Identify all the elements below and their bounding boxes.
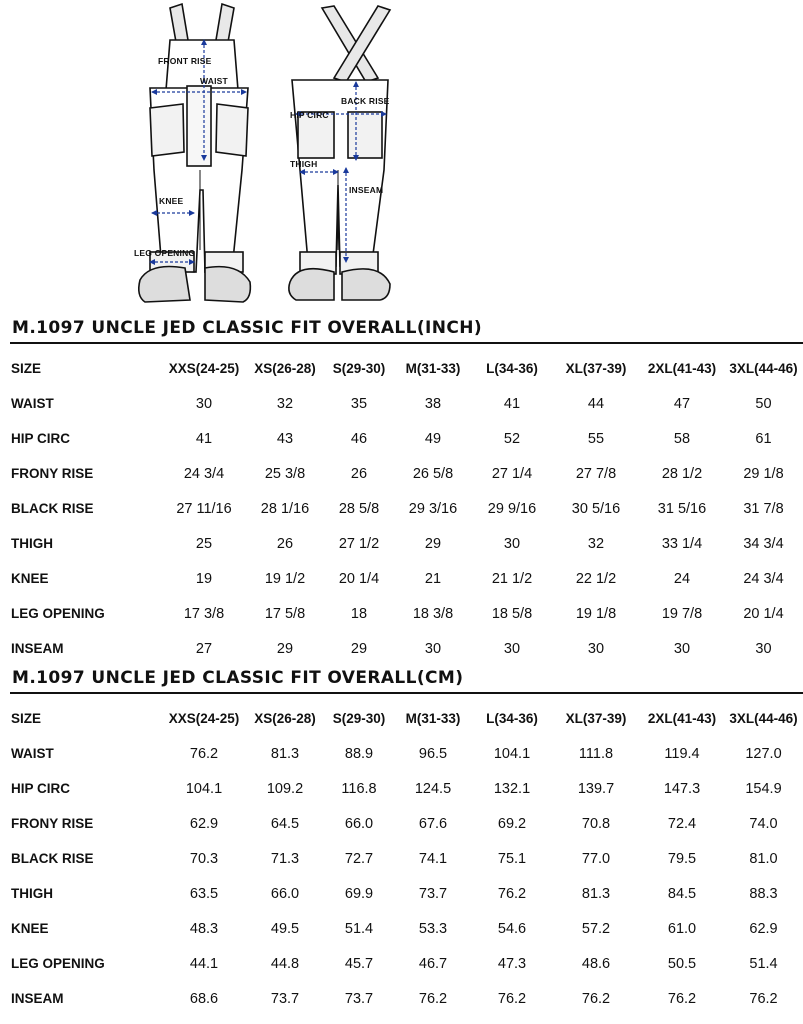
measurement-value: 119.4 [664,745,700,762]
measurement-value: 29 [350,640,368,657]
size-column-header: M(31-33) [405,711,461,726]
measurement-label: INSEAM [11,991,64,1006]
measurement-value: 68.6 [189,990,219,1007]
cm-chart-title: M.1097 UNCLE JED CLASSIC FIT OVERALL(CM) [12,668,464,688]
measurement-value: 28 1/16 [260,500,310,517]
measurement-label: INSEAM [11,641,64,656]
table-row [0,596,803,631]
measurement-value: 24 3/4 [183,465,225,482]
measurement-label: LEG OPENING [11,956,105,971]
measurement-value: 74.1 [418,850,448,867]
measurement-value: 57.2 [581,920,611,937]
measurement-value: 76.2 [581,990,611,1007]
measurement-value: 127.0 [745,745,782,762]
size-column-header: L(34-36) [486,361,538,376]
measurement-value: 44 [587,395,605,412]
measurement-value: 30 [503,535,521,552]
measurement-value: 76.2 [749,990,778,1007]
measurement-value: 44.1 [189,955,219,972]
measurement-value: 31 7/8 [743,500,784,517]
measurement-value: 69.9 [344,885,374,902]
measurement-value: 19 1/2 [264,570,306,587]
label-inseam: INSEAM [349,185,384,195]
measurement-value: 28 5/8 [338,500,380,517]
measurement-value: 61.0 [667,920,697,937]
measurement-value: 41 [503,395,521,412]
measurement-value: 29 3/16 [408,500,458,517]
measurement-value: 31 5/16 [657,500,707,517]
table-row [0,946,803,981]
measurement-value: 67.6 [418,815,448,832]
measurement-value: 32 [587,535,605,552]
size-header-label: SIZE [11,711,42,726]
measurement-value: 70.8 [581,815,611,832]
table-row [0,491,803,526]
measurement-value: 81.3 [581,885,611,902]
measurement-value: 84.5 [667,885,697,902]
cm-size-table [0,701,803,1016]
label-hip-circ: HIP CIRC [290,110,329,120]
measurement-label: BLACK RISE [11,851,94,866]
measurement-value: 55 [587,430,605,447]
measurement-value: 81.3 [270,745,300,762]
measurement-value: 17 3/8 [183,605,225,622]
measurement-value: 47 [673,395,691,412]
measurement-value: 29 [424,535,442,552]
measurement-value: 66.0 [344,815,374,832]
size-column-header: XS(26-28) [254,711,316,726]
measurement-value: 53.3 [418,920,448,937]
measurement-value: 27 1/2 [338,535,380,552]
measurement-value: 73.7 [344,990,374,1007]
table-row [0,456,803,491]
measurement-value: 26 [350,465,368,482]
measurement-value: 43 [276,430,294,447]
size-header-row [0,701,803,736]
measurement-value: 19 7/8 [661,605,703,622]
measurement-value: 30 [673,640,691,657]
measurement-value: 46.7 [418,955,448,972]
size-header-row [0,351,803,386]
measurement-value: 18 5/8 [491,605,533,622]
measurement-value: 147.3 [663,780,701,797]
measurement-value: 20 1/4 [338,570,380,587]
label-thigh: THIGH [290,159,318,169]
measurement-value: 30 5/16 [571,500,621,517]
label-front-rise: FRONT RISE [158,56,212,66]
measurement-value: 49.5 [270,920,300,937]
measurement-value: 50 [755,395,772,412]
measurement-value: 71.3 [270,850,300,867]
measurement-value: 47.3 [497,955,527,972]
measurement-value: 49 [424,430,442,447]
measurement-value: 21 [424,570,442,587]
table-row [0,526,803,561]
measurement-value: 30 [755,640,772,657]
measurement-label: KNEE [11,571,49,586]
label-waist: WAIST [200,76,228,86]
size-header-label: SIZE [11,361,42,376]
table-row [0,736,803,771]
measurement-value: 76.2 [497,990,527,1007]
measurement-label: BLACK RISE [11,501,94,516]
measurement-value: 18 [350,605,368,622]
title-divider [10,342,803,344]
measurement-value: 46 [350,430,368,447]
measurement-value: 44.8 [270,955,300,972]
measurement-value: 104.1 [493,745,531,762]
size-column-header: S(29-30) [332,711,386,726]
inch-chart-title: M.1097 UNCLE JED CLASSIC FIT OVERALL(INCH) [12,318,483,338]
measurement-value: 52 [503,430,521,447]
overall-diagram [0,0,803,312]
table-row [0,421,803,456]
measurement-label: HIP CIRC [11,781,71,796]
measurement-value: 62.9 [749,920,778,937]
measurement-value: 61 [755,430,772,447]
measurement-value: 35 [350,395,368,412]
measurement-label: LEG OPENING [11,606,105,621]
label-leg-opening: LEG OPENING [134,248,196,258]
measurement-value: 27 7/8 [575,465,617,482]
size-column-header: XXS(24-25) [168,361,240,376]
table-row [0,561,803,596]
back-view [289,6,390,300]
measurement-value: 96.5 [418,745,448,762]
measurement-value: 34 3/4 [743,535,784,552]
measurement-value: 132.1 [493,780,531,797]
measurement-value: 51.4 [749,955,778,972]
measurement-value: 25 3/8 [264,465,306,482]
measurement-value: 29 [276,640,294,657]
size-column-header: XXS(24-25) [168,711,240,726]
measurement-value: 27 11/16 [176,500,232,517]
measurement-value: 79.5 [667,850,697,867]
measurement-value: 33 1/4 [661,535,703,552]
size-column-header: M(31-33) [405,361,461,376]
measurement-value: 24 3/4 [743,570,784,587]
measurement-value: 28 1/2 [661,465,703,482]
table-row [0,771,803,806]
size-column-header: 2XL(41-43) [647,711,717,726]
measurement-value: 41 [195,430,213,447]
measurement-value: 25 [195,535,213,552]
measurement-value: 70.3 [189,850,219,867]
measurement-value: 26 [276,535,294,552]
measurement-value: 88.3 [749,885,778,902]
measurement-label: HIP CIRC [11,431,71,446]
title-divider [10,692,803,694]
measurement-value: 48.3 [189,920,219,937]
size-column-header: XL(37-39) [565,361,627,376]
measurement-value: 58 [673,430,691,447]
size-column-header: L(34-36) [486,711,538,726]
measurement-value: 73.7 [270,990,300,1007]
measurement-value: 30 [424,640,442,657]
measurement-value: 18 3/8 [412,605,454,622]
measurement-value: 19 [195,570,213,587]
measurement-value: 17 5/8 [264,605,306,622]
measurement-value: 50.5 [667,955,697,972]
label-back-rise: BACK RISE [341,96,390,106]
measurement-value: 54.6 [497,920,527,937]
size-column-header: XS(26-28) [254,361,316,376]
measurement-value: 45.7 [344,955,374,972]
measurement-value: 72.7 [344,850,374,867]
measurement-value: 22 1/2 [575,570,617,587]
measurement-value: 66.0 [270,885,300,902]
measurement-value: 21 1/2 [491,570,533,587]
measurement-value: 116.8 [341,780,377,797]
measurement-value: 24 [673,570,691,587]
measurement-value: 73.7 [418,885,448,902]
measurement-label: KNEE [11,921,49,936]
measurement-value: 63.5 [189,885,219,902]
size-column-header: 3XL(44-46) [729,361,798,376]
measurement-value: 27 1/4 [491,465,533,482]
measurement-value: 48.6 [581,955,611,972]
measurement-value: 154.9 [745,780,782,797]
table-row [0,981,803,1016]
table-row [0,631,803,666]
measurement-value: 32 [276,395,294,412]
measurement-value: 26 5/8 [412,465,454,482]
measurement-illustration [0,0,803,312]
measurement-value: 81.0 [749,850,778,867]
size-column-header: XL(37-39) [565,711,627,726]
measurement-label: FRONY RISE [11,816,94,831]
measurement-value: 30 [587,640,605,657]
measurement-label: THIGH [11,536,53,551]
measurement-value: 139.7 [577,780,615,797]
measurement-value: 27 [195,640,213,657]
measurement-value: 76.2 [497,885,527,902]
measurement-value: 20 1/4 [743,605,784,622]
measurement-value: 75.1 [497,850,527,867]
measurement-value: 51.4 [344,920,374,937]
measurement-value: 29 1/8 [743,465,784,482]
measurement-label: THIGH [11,886,53,901]
measurement-value: 30 [503,640,521,657]
measurement-value: 88.9 [344,745,374,762]
table-row [0,876,803,911]
table-row [0,806,803,841]
measurement-value: 29 9/16 [487,500,537,517]
table-row [0,386,803,421]
measurement-label: WAIST [11,396,54,411]
size-column-header: S(29-30) [332,361,386,376]
table-row [0,911,803,946]
measurement-value: 69.2 [497,815,527,832]
measurement-value: 62.9 [189,815,219,832]
measurement-value: 74.0 [749,815,778,832]
measurement-label: FRONY RISE [11,466,94,481]
measurement-value: 30 [195,395,213,412]
measurement-value: 76.2 [418,990,448,1007]
measurement-value: 109.2 [266,780,304,797]
table-row [0,841,803,876]
measurement-value: 76.2 [667,990,697,1007]
label-knee: KNEE [159,196,184,206]
measurement-value: 64.5 [270,815,300,832]
measurement-value: 111.8 [578,745,614,762]
measurement-value: 76.2 [189,745,219,762]
measurement-value: 77.0 [581,850,611,867]
size-column-header: 3XL(44-46) [729,711,798,726]
inch-size-table [0,351,803,666]
size-column-header: 2XL(41-43) [647,361,717,376]
measurement-value: 104.1 [185,780,223,797]
measurement-value: 19 1/8 [575,605,617,622]
measurement-value: 124.5 [414,780,452,797]
measurement-value: 72.4 [667,815,697,832]
measurement-value: 38 [424,395,442,412]
measurement-label: WAIST [11,746,54,761]
